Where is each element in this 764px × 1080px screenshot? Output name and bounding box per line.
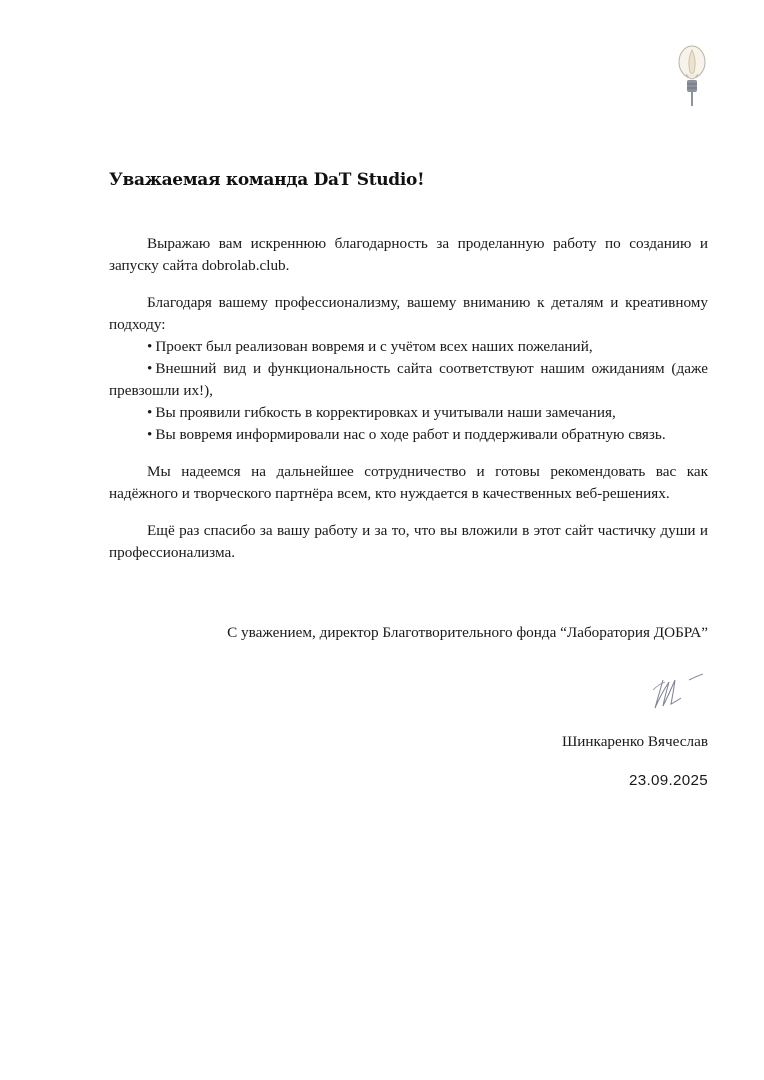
bullet-icon: • [147, 338, 153, 355]
paragraph-final-thanks: Ещё раз спасибо за вашу работу и за то, что вы вложили в этот сайт частичку души и профессионализма. [109, 522, 708, 561]
greeting-heading: Уважаемая команда DaT Studio! [109, 170, 425, 190]
paragraph-thanks: Выражаю вам искреннюю благодарность за проделанную работу по созданию и запуску сайта dobrolab.club. [109, 235, 708, 274]
letter-body [109, 233, 708, 564]
lightbulb-icon [674, 40, 710, 108]
bullet-item: • Внешний вид и функциональность сайта соответствуют нашим ожиданиям (даже превзошли их!), [109, 360, 708, 399]
bullet-icon: • [147, 426, 153, 443]
bullet-icon: • [147, 360, 153, 377]
bullet-item: • Проект был реализован вовремя и с учётом всех наших пожеланий, [147, 338, 593, 355]
signature-image [645, 668, 715, 713]
letter-date: 23.09.2025 [628, 772, 708, 789]
bullet-item: • Вы проявили гибкость в корректировках и учитывали наши замечания, [147, 404, 616, 421]
closing-line: С уважением, директор Благотворительного фонда “Лаборатория ДОБРА” [227, 624, 708, 641]
bullet-icon: • [147, 404, 153, 421]
paragraph-professionalism: Благодаря вашему профессионализму, вашему вниманию к деталям и креативному подходу: [109, 294, 708, 333]
signer-name: Шинкаренко Вячеслав [561, 733, 708, 750]
bullet-item: • Вы вовремя информировали нас о ходе работ и поддерживали обратную связь. [147, 426, 666, 443]
paragraph-cooperation: Мы надеемся на дальнейшее сотрудничество и готовы рекомендовать вас как надёжного и творческого партнёра всем, кто нуждается в качественных веб-решениях. [109, 463, 708, 502]
